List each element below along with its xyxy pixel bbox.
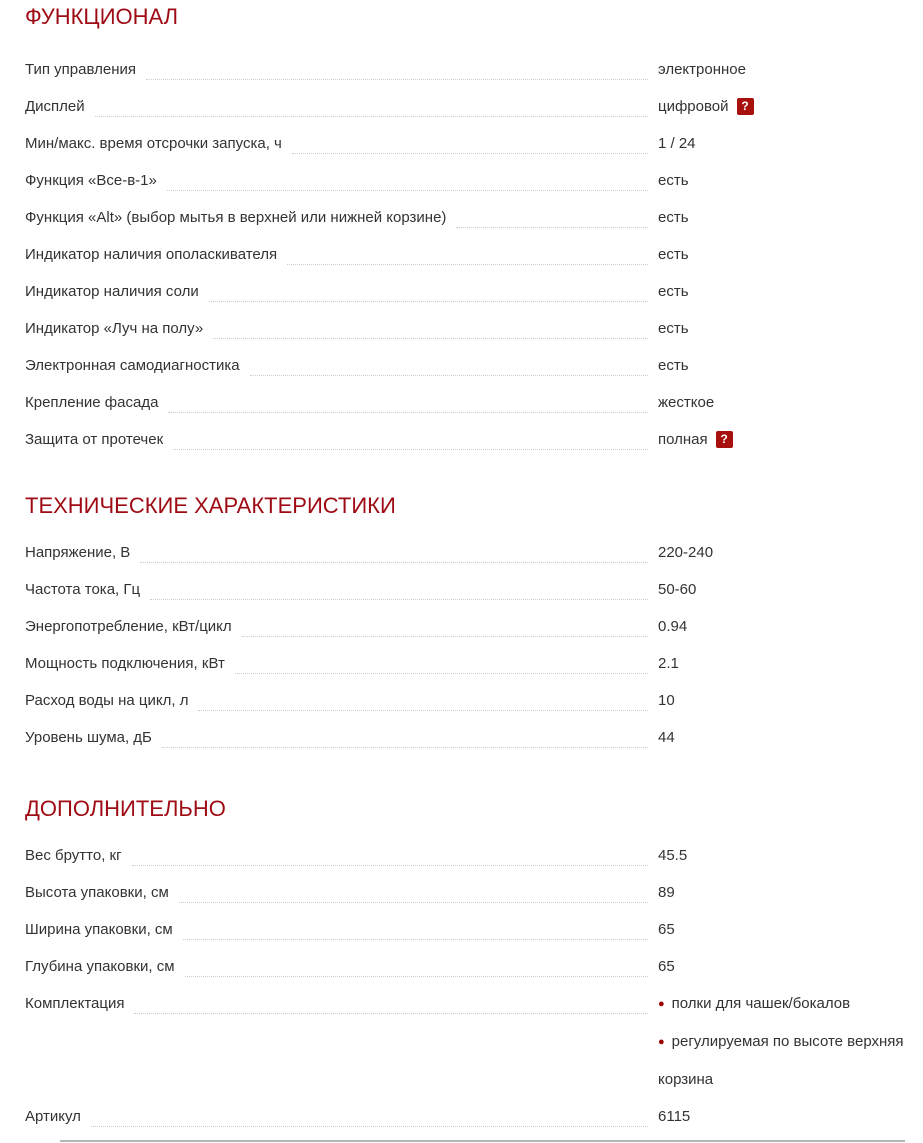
spec-value [658, 608, 923, 645]
spec-row-left [25, 874, 658, 911]
spec-row-left [25, 608, 658, 645]
dotted-leader [95, 116, 648, 117]
dotted-leader [209, 301, 648, 302]
spec-value [658, 1098, 923, 1135]
spec-label: Расход воды на цикл, л [25, 692, 189, 709]
spec-label: Комплектация [25, 995, 125, 1012]
spec-value-text: 10 [658, 692, 675, 709]
spec-label: Напряжение, В [25, 544, 131, 561]
spec-row-left [25, 273, 658, 310]
dotted-leader [235, 673, 648, 674]
spec-row-left [25, 162, 658, 199]
spec-row [25, 347, 923, 384]
spec-value-text: 1 / 24 [658, 135, 696, 152]
spec-label: Защита от протечек [25, 431, 164, 448]
spec-value-text: 45.5 [658, 847, 688, 864]
spec-value-text: 65 [658, 958, 675, 975]
spec-value-text: жесткое [658, 394, 715, 411]
spec-row-left [25, 421, 658, 458]
spec-row-left [25, 347, 658, 384]
spec-row [25, 985, 923, 1098]
dotted-leader [167, 190, 648, 191]
spec-label: Ширина упаковки, см [25, 921, 173, 938]
spec-label: Крепление фасада [25, 394, 159, 411]
spec-row [25, 682, 923, 719]
spec-value [658, 985, 923, 1098]
bullet-icon: ● [658, 998, 665, 1010]
spec-label: Мин/макс. время отсрочки запуска, ч [25, 135, 282, 152]
spec-value-text: 220-240 [658, 544, 714, 561]
spec-value-list-item [658, 1023, 923, 1098]
spec-label: Глубина упаковки, см [25, 958, 175, 975]
spec-value [658, 347, 923, 384]
spec-row [25, 51, 923, 88]
spec-row [25, 273, 923, 310]
dotted-leader [456, 227, 648, 228]
spec-label: Частота тока, Гц [25, 581, 141, 598]
spec-value [658, 384, 923, 421]
spec-value [658, 236, 923, 273]
dotted-leader [198, 710, 648, 711]
dotted-leader [173, 449, 648, 450]
spec-value-text: есть [658, 357, 689, 374]
dotted-leader [132, 865, 648, 866]
spec-row-left [25, 534, 658, 571]
dotted-leader [292, 153, 648, 154]
spec-value [658, 421, 923, 458]
spec-section [25, 796, 923, 1135]
spec-row-left [25, 1098, 658, 1135]
spec-value-text: есть [658, 283, 689, 300]
spec-value [658, 571, 923, 608]
spec-row-left [25, 948, 658, 985]
dotted-leader [150, 599, 648, 600]
spec-row-left [25, 199, 658, 236]
spec-row [25, 125, 923, 162]
spec-value [658, 88, 923, 125]
spec-value-text: 89 [658, 884, 675, 901]
spec-row-left [25, 911, 658, 948]
spec-row [25, 948, 923, 985]
spec-value [658, 645, 923, 682]
spec-value-list-item [658, 985, 923, 1023]
dotted-leader [134, 1013, 648, 1014]
bullet-icon: ● [658, 1036, 665, 1048]
spec-label: Мощность подключения, кВт [25, 655, 225, 672]
spec-value-text: регулируемая по высоте верхняя корзина [658, 1033, 904, 1088]
section-title: ФУНКЦИОНАЛ [25, 4, 179, 29]
spec-row [25, 1098, 923, 1135]
spec-value-text: есть [658, 209, 689, 226]
spec-label: Индикатор «Луч на полу» [25, 320, 204, 337]
help-icon[interactable]: ? [716, 431, 733, 448]
spec-value-text: полная [658, 431, 708, 448]
spec-label: Дисплей [25, 98, 85, 115]
spec-row [25, 199, 923, 236]
spec-label: Артикул [25, 1108, 81, 1125]
spec-value-text: 0.94 [658, 618, 688, 635]
dotted-leader [140, 562, 648, 563]
dotted-leader [183, 939, 648, 940]
spec-value-text: 6115 [658, 1108, 691, 1125]
spec-label: Высота упаковки, см [25, 884, 169, 901]
spec-value-text: есть [658, 246, 689, 263]
spec-label: Индикатор наличия ополаскивателя [25, 246, 278, 263]
spec-value-text: цифровой [658, 98, 729, 115]
spec-row [25, 608, 923, 645]
spec-row-left [25, 51, 658, 88]
spec-row-left [25, 236, 658, 273]
spec-row-left [25, 719, 658, 756]
dotted-leader [287, 264, 648, 265]
spec-row [25, 911, 923, 948]
spec-row-left [25, 384, 658, 421]
spec-value [658, 837, 923, 874]
spec-value [658, 911, 923, 948]
spec-value [658, 719, 923, 756]
spec-row [25, 571, 923, 608]
dotted-leader [242, 636, 648, 637]
spec-value-text: 65 [658, 921, 675, 938]
dotted-leader [213, 338, 648, 339]
spec-label: Электронная самодиагностика [25, 357, 240, 374]
spec-value-text: есть [658, 320, 689, 337]
spec-label: Энергопотребление, кВт/цикл [25, 618, 232, 635]
spec-label: Уровень шума, дБ [25, 729, 152, 746]
section-title: ДОПОЛНИТЕЛЬНО [25, 796, 226, 821]
spec-value [658, 125, 923, 162]
spec-row-left [25, 645, 658, 682]
spec-row [25, 874, 923, 911]
dotted-leader [146, 79, 648, 80]
spec-value [658, 948, 923, 985]
spec-row-left [25, 837, 658, 874]
spec-value [658, 682, 923, 719]
spec-row [25, 88, 923, 125]
dotted-leader [179, 902, 648, 903]
spec-label: Функция «Alt» (выбор мытья в верхней или нижней корзине) [25, 209, 447, 226]
spec-row [25, 719, 923, 756]
spec-label: Вес брутто, кг [25, 847, 122, 864]
spec-row-left [25, 125, 658, 162]
spec-value [658, 273, 923, 310]
spec-value-text: 44 [658, 729, 675, 746]
spec-sections [25, 4, 923, 1135]
spec-row [25, 236, 923, 273]
dotted-leader [185, 976, 648, 977]
dotted-leader [168, 412, 648, 413]
spec-value [658, 51, 923, 88]
dotted-leader [250, 375, 648, 376]
spec-value-text: 2.1 [658, 655, 679, 672]
spec-label: Тип управления [25, 61, 136, 78]
spec-row-left [25, 88, 658, 125]
spec-row-left [25, 985, 658, 1022]
dotted-leader [162, 747, 648, 748]
section-title: ТЕХНИЧЕСКИЕ ХАРАКТЕРИСТИКИ [25, 493, 396, 518]
spec-row [25, 837, 923, 874]
dotted-leader [91, 1126, 648, 1127]
spec-row-left [25, 310, 658, 347]
spec-row [25, 310, 923, 347]
spec-value-text: 50-60 [658, 581, 697, 598]
spec-row [25, 645, 923, 682]
spec-value-text: есть [658, 172, 689, 189]
spec-row [25, 421, 923, 458]
spec-value-text: полки для чашек/бокалов [671, 995, 851, 1012]
spec-row-left [25, 571, 658, 608]
spec-value [658, 534, 923, 571]
spec-label: Функция «Все-в-1» [25, 172, 157, 189]
spec-row [25, 162, 923, 199]
spec-section [25, 4, 923, 458]
spec-value [658, 199, 923, 236]
spec-row-left [25, 682, 658, 719]
help-icon[interactable]: ? [737, 98, 754, 115]
spec-row [25, 384, 923, 421]
spec-section [25, 493, 923, 756]
spec-value-text: электронное [658, 61, 746, 78]
spec-row [25, 534, 923, 571]
spec-value [658, 310, 923, 347]
spec-value [658, 874, 923, 911]
spec-value [658, 162, 923, 199]
spec-label: Индикатор наличия соли [25, 283, 199, 300]
bottom-divider [60, 1140, 905, 1142]
